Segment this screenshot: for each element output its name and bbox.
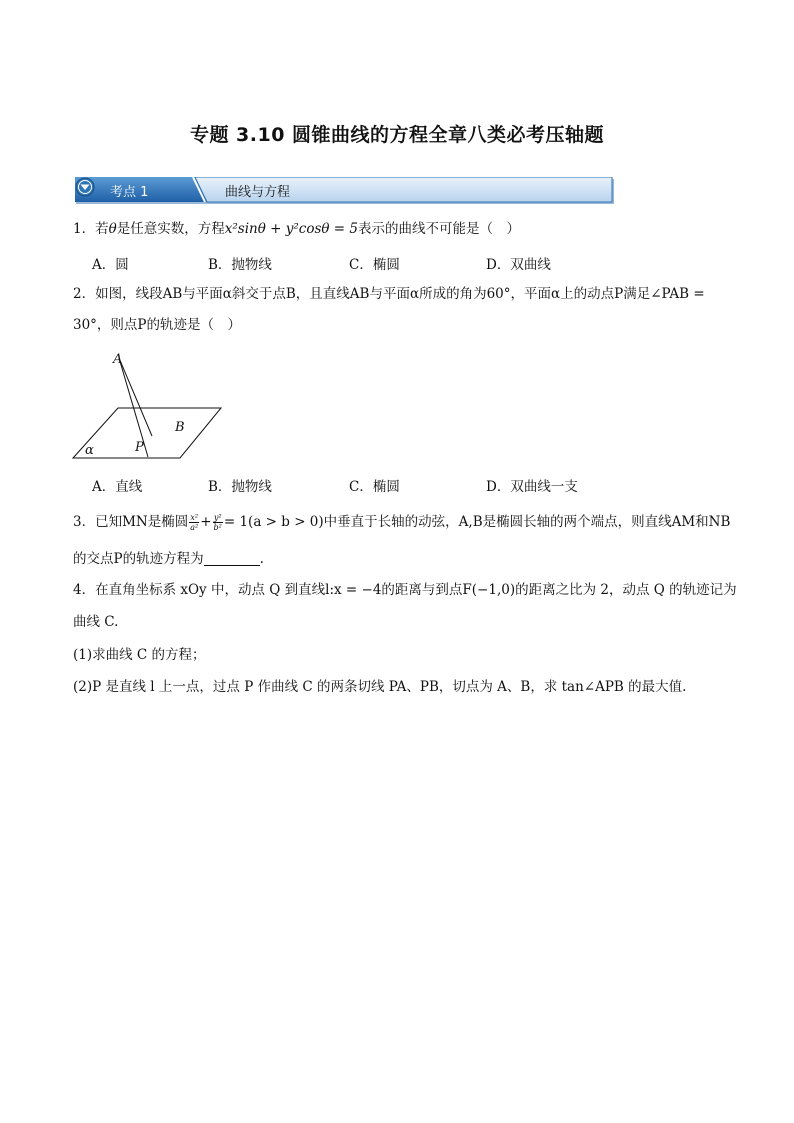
q1-option-c[interactable]: C．椭圆 bbox=[349, 257, 400, 273]
q1-option-a[interactable]: A．圆 bbox=[92, 257, 129, 273]
label-b: B bbox=[175, 420, 185, 435]
question-4-part-1: (1)求曲线 C 的方程； bbox=[73, 647, 206, 663]
plane-figure bbox=[68, 348, 228, 467]
q1-suffix: 表示的曲线不可能是（ ） bbox=[358, 221, 520, 237]
label-p: P bbox=[135, 440, 144, 455]
question-1 bbox=[73, 219, 520, 239]
fraction-y-over-b bbox=[213, 513, 223, 532]
q2-option-c[interactable]: C．椭圆 bbox=[349, 479, 400, 495]
answer-blank[interactable] bbox=[204, 551, 260, 566]
label-alpha: α bbox=[85, 443, 94, 458]
question-4-line-2: 曲线 C. bbox=[73, 614, 119, 630]
q3-plus: + bbox=[200, 514, 212, 530]
q2-option-a[interactable]: A．直线 bbox=[92, 479, 143, 495]
q3-post: = 1(a > b > 0)中垂直于长轴的动弦，A,B是椭圆长轴的两个端点，则直线AM和NB bbox=[223, 514, 731, 530]
question-2-line-1: 2．如图，线段AB与平面α斜交于点B，且直线AB与平面α所成的角为60°，平面α上的动点P满足∠PAB = bbox=[73, 286, 705, 302]
q2-option-b[interactable]: B．抛物线 bbox=[208, 479, 272, 495]
q1-option-d[interactable]: D．双曲线 bbox=[486, 257, 551, 273]
q1-mid: 是任意实数，方程 bbox=[116, 221, 225, 237]
q1-prefix: 1．若 bbox=[73, 221, 109, 237]
frac1-den: a² bbox=[190, 523, 199, 532]
q1-option-b[interactable]: B．抛物线 bbox=[208, 257, 272, 273]
q3-pre: 3．已知MN是椭圆 bbox=[73, 514, 189, 530]
q2-option-d[interactable]: D．双曲线一支 bbox=[486, 479, 578, 495]
frac2-num: y² bbox=[213, 513, 222, 522]
plane-diagram bbox=[68, 348, 228, 463]
label-a: A bbox=[113, 352, 123, 367]
frac1-num: x² bbox=[190, 513, 199, 522]
page-title: 专题 3.10 圆锥曲线的方程全章八类必考压轴题 bbox=[189, 124, 605, 146]
banner-shape bbox=[75, 177, 615, 205]
q3-line2-post: . bbox=[259, 551, 264, 567]
chevron-down-circle-icon[interactable] bbox=[75, 177, 95, 197]
section-banner bbox=[75, 177, 615, 205]
frac2-den: b² bbox=[213, 523, 222, 532]
q1-equation: x²sinθ + y²cosθ = 5 bbox=[224, 221, 358, 237]
q3-line2-pre: 的交点P的轨迹方程为 bbox=[73, 551, 204, 567]
question-4-line-1: 4．在直角坐标系 xOy 中，动点 Q 到直线l:x = −4的距离与到点F(−1,0)的距离之比为 2，动点 Q 的轨迹记为 bbox=[73, 582, 737, 598]
banner-number: 考点 1 bbox=[110, 185, 149, 200]
banner-topic: 曲线与方程 bbox=[225, 185, 291, 200]
question-3-line-1 bbox=[73, 512, 730, 532]
q1-theta: θ bbox=[108, 221, 117, 237]
question-3-line-2 bbox=[73, 549, 264, 569]
question-4-part-2: (2)P 是直线 l 上一点，过点 P 作曲线 C 的两条切线 PA、PB，切点为 A、B，求 tan∠APB 的最大值. bbox=[73, 679, 687, 695]
question-2-line-2: 30°，则点P的轨迹是（ ） bbox=[73, 317, 242, 333]
fraction-x-over-a bbox=[189, 513, 199, 532]
